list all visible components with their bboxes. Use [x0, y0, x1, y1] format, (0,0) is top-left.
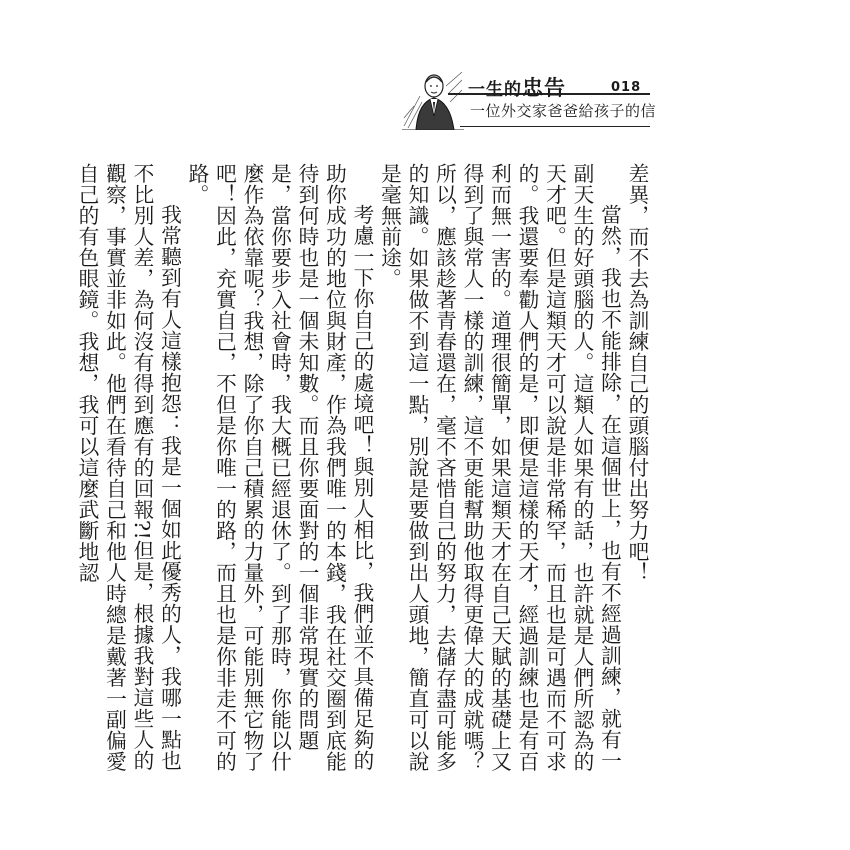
book-subtitle: 一位外交家爸爸給孩子的信 [470, 102, 657, 120]
vertical-body-text [75, 163, 650, 788]
paragraph: 考慮一下你自己的處境吧！與別人相比，我們並不具備足夠的助你成功的地位與財產，作為我們唯一的本錢，我在社交圈到底能待到何時也是一個未知數。而且你要面對的一個非常現實的問題是，當你要步入社會時，我大概已經退休了。到了那時，你能以什麼作為依靠呢？我想，除了你自己積累的力量外，可能別無它物了吧！因此，充實自己，不但是你唯一的路，而且也是你非走不可的路。 [185, 163, 374, 772]
author-portrait-illustration [402, 66, 464, 130]
page-number: 018 [611, 80, 642, 95]
book-title-prefix: 一生的 [468, 80, 522, 100]
header-rule-bottom [460, 126, 650, 127]
book-title-main: 忠告 [522, 76, 566, 100]
book-title [468, 72, 566, 102]
paragraph: 我常聽到有人這樣抱怨：我是一個如此優秀的人，我哪一點也不比別人差，為何沒有得到應有的回報?!但是，根據我對這些人的觀察，事實並非如此。他們在看待自己和他人時總是戴著一副偏愛自己的有色眼鏡。我想，我可以這麼武斷地認 [75, 163, 182, 772]
paragraph: 差異，而不去為訓練自己的頭腦付出努力吧！ [625, 163, 649, 583]
paragraph: 當然，我也不能排除，在這個世上，也有不經過訓練，就有一副天生的好頭腦的人。這類人如果有的話，也許就是人們所認為的天才吧。但是這類天才可以說是非常稀罕，而且也是可遇而不可求的。我還要奉勸人們的是，即便是這樣的天才，經過訓練也是有百利而無一害的。道理很簡單，如果這類天才在自己天賦的基礎上又得到了與常人一樣的訓練，這不更能幫助他取得更偉大的成就嗎？所以，應該趁著青春還在，毫不吝惜自己的努力，去儲存盡可能多的知識。如果做不到這一點，別說是要做到出人頭地，簡直可以說是毫無前途。 [377, 163, 622, 772]
